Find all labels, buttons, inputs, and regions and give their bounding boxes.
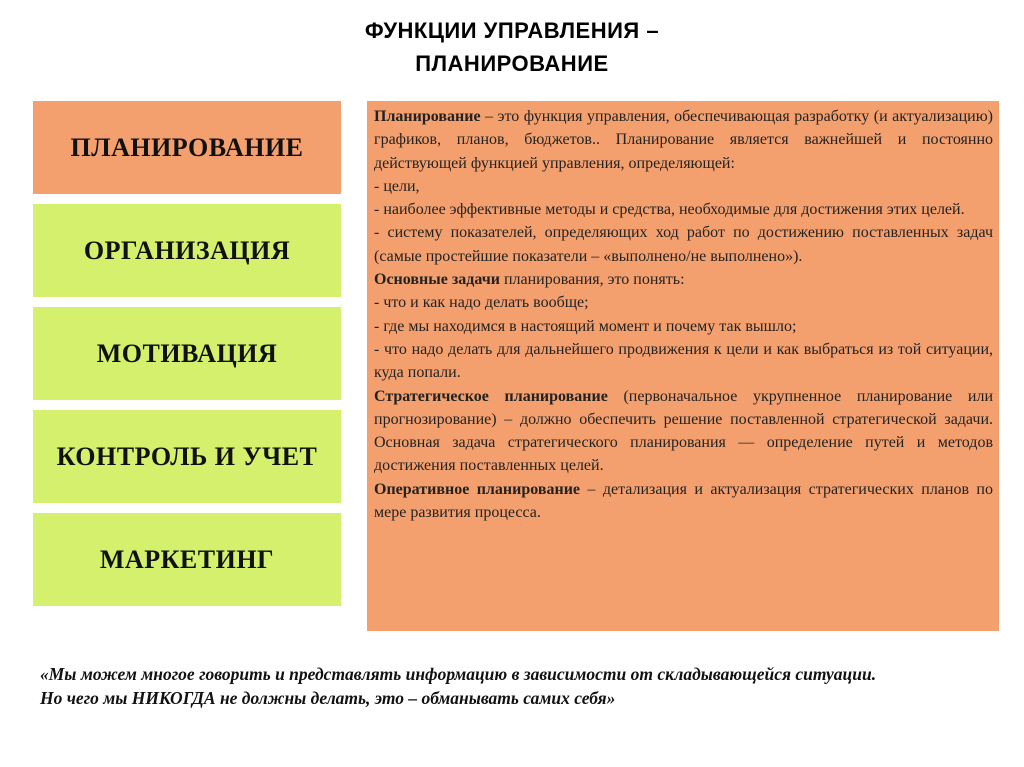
term-strategic-planning: Стратегическое планирование bbox=[374, 387, 608, 405]
function-marketing bbox=[33, 513, 341, 606]
function-label: МАРКЕТИНГ bbox=[99, 544, 275, 574]
list-item: - что надо делать для дальнейшего продвижения к цели и как выбраться из той ситуации, куда попали. bbox=[374, 340, 993, 382]
page-title-line-1: ФУНКЦИИ УПРАВЛЕНИЯ – bbox=[364, 18, 660, 43]
term-operational-planning: Оперативное планирование bbox=[374, 480, 581, 498]
page-title-line-2: ПЛАНИРОВАНИЕ bbox=[415, 51, 609, 76]
function-motivation bbox=[33, 307, 341, 400]
function-label: ПЛАНИРОВАНИЕ bbox=[70, 132, 304, 162]
function-planning bbox=[33, 101, 341, 194]
description-text: планирования, это понять: bbox=[499, 271, 685, 289]
list-item: - систему показателей, определяющих ход работ по достижению поставленных задач (самые простейшие показатели – «выполнено/не выполнено»). bbox=[374, 224, 993, 265]
planning-description bbox=[367, 101, 999, 631]
term-main-tasks: Основные задачи bbox=[374, 271, 500, 289]
description-paragraph bbox=[374, 268, 993, 291]
description-text: – детализация и актуализация стратегических планов по мере развития процесса. bbox=[374, 480, 993, 522]
list-item: - наиболее эффективные методы и средства, необходимые для достижения этих целей. bbox=[374, 201, 965, 219]
function-label: МОТИВАЦИЯ bbox=[96, 338, 278, 368]
page-title bbox=[0, 14, 1024, 80]
description-text: (первоначальное укрупненное планирование или прогнозирование) – должно обеспечить решение поставленной стратегической задачи. Основная задача стратегического планирования — определение путей и методов достижения поставленных целей. bbox=[374, 387, 994, 475]
quote bbox=[40, 662, 1020, 710]
list-item: - цели, bbox=[374, 177, 420, 195]
description-paragraph bbox=[374, 478, 993, 525]
description-paragraph bbox=[374, 105, 993, 175]
function-control bbox=[33, 410, 341, 503]
function-organization bbox=[33, 204, 341, 297]
list-item: - где мы находимся в настоящий момент и почему так вышло; bbox=[374, 317, 797, 335]
quote-line-1: «Мы можем многое говорить и представлять информацию в зависимости от складывающейся ситуации. bbox=[40, 664, 877, 684]
list-item: - что и как надо делать вообще; bbox=[374, 294, 589, 312]
description-text: – это функция управления, обеспечивающая разработку (и актуализацию) графиков, планов, бюджетов.. Планирование является важнейшей и постоянно действующей функцией управления, определяющей: bbox=[374, 108, 993, 172]
function-label: ОРГАНИЗАЦИЯ bbox=[83, 235, 291, 265]
term-planning: Планирование bbox=[374, 108, 481, 125]
description-paragraph bbox=[374, 385, 993, 478]
quote-line-2: Но чего мы НИКОГДА не должны делать, это – обманывать самих себя» bbox=[40, 688, 616, 708]
function-label: КОНТРОЛЬ И УЧЕТ bbox=[56, 441, 318, 471]
